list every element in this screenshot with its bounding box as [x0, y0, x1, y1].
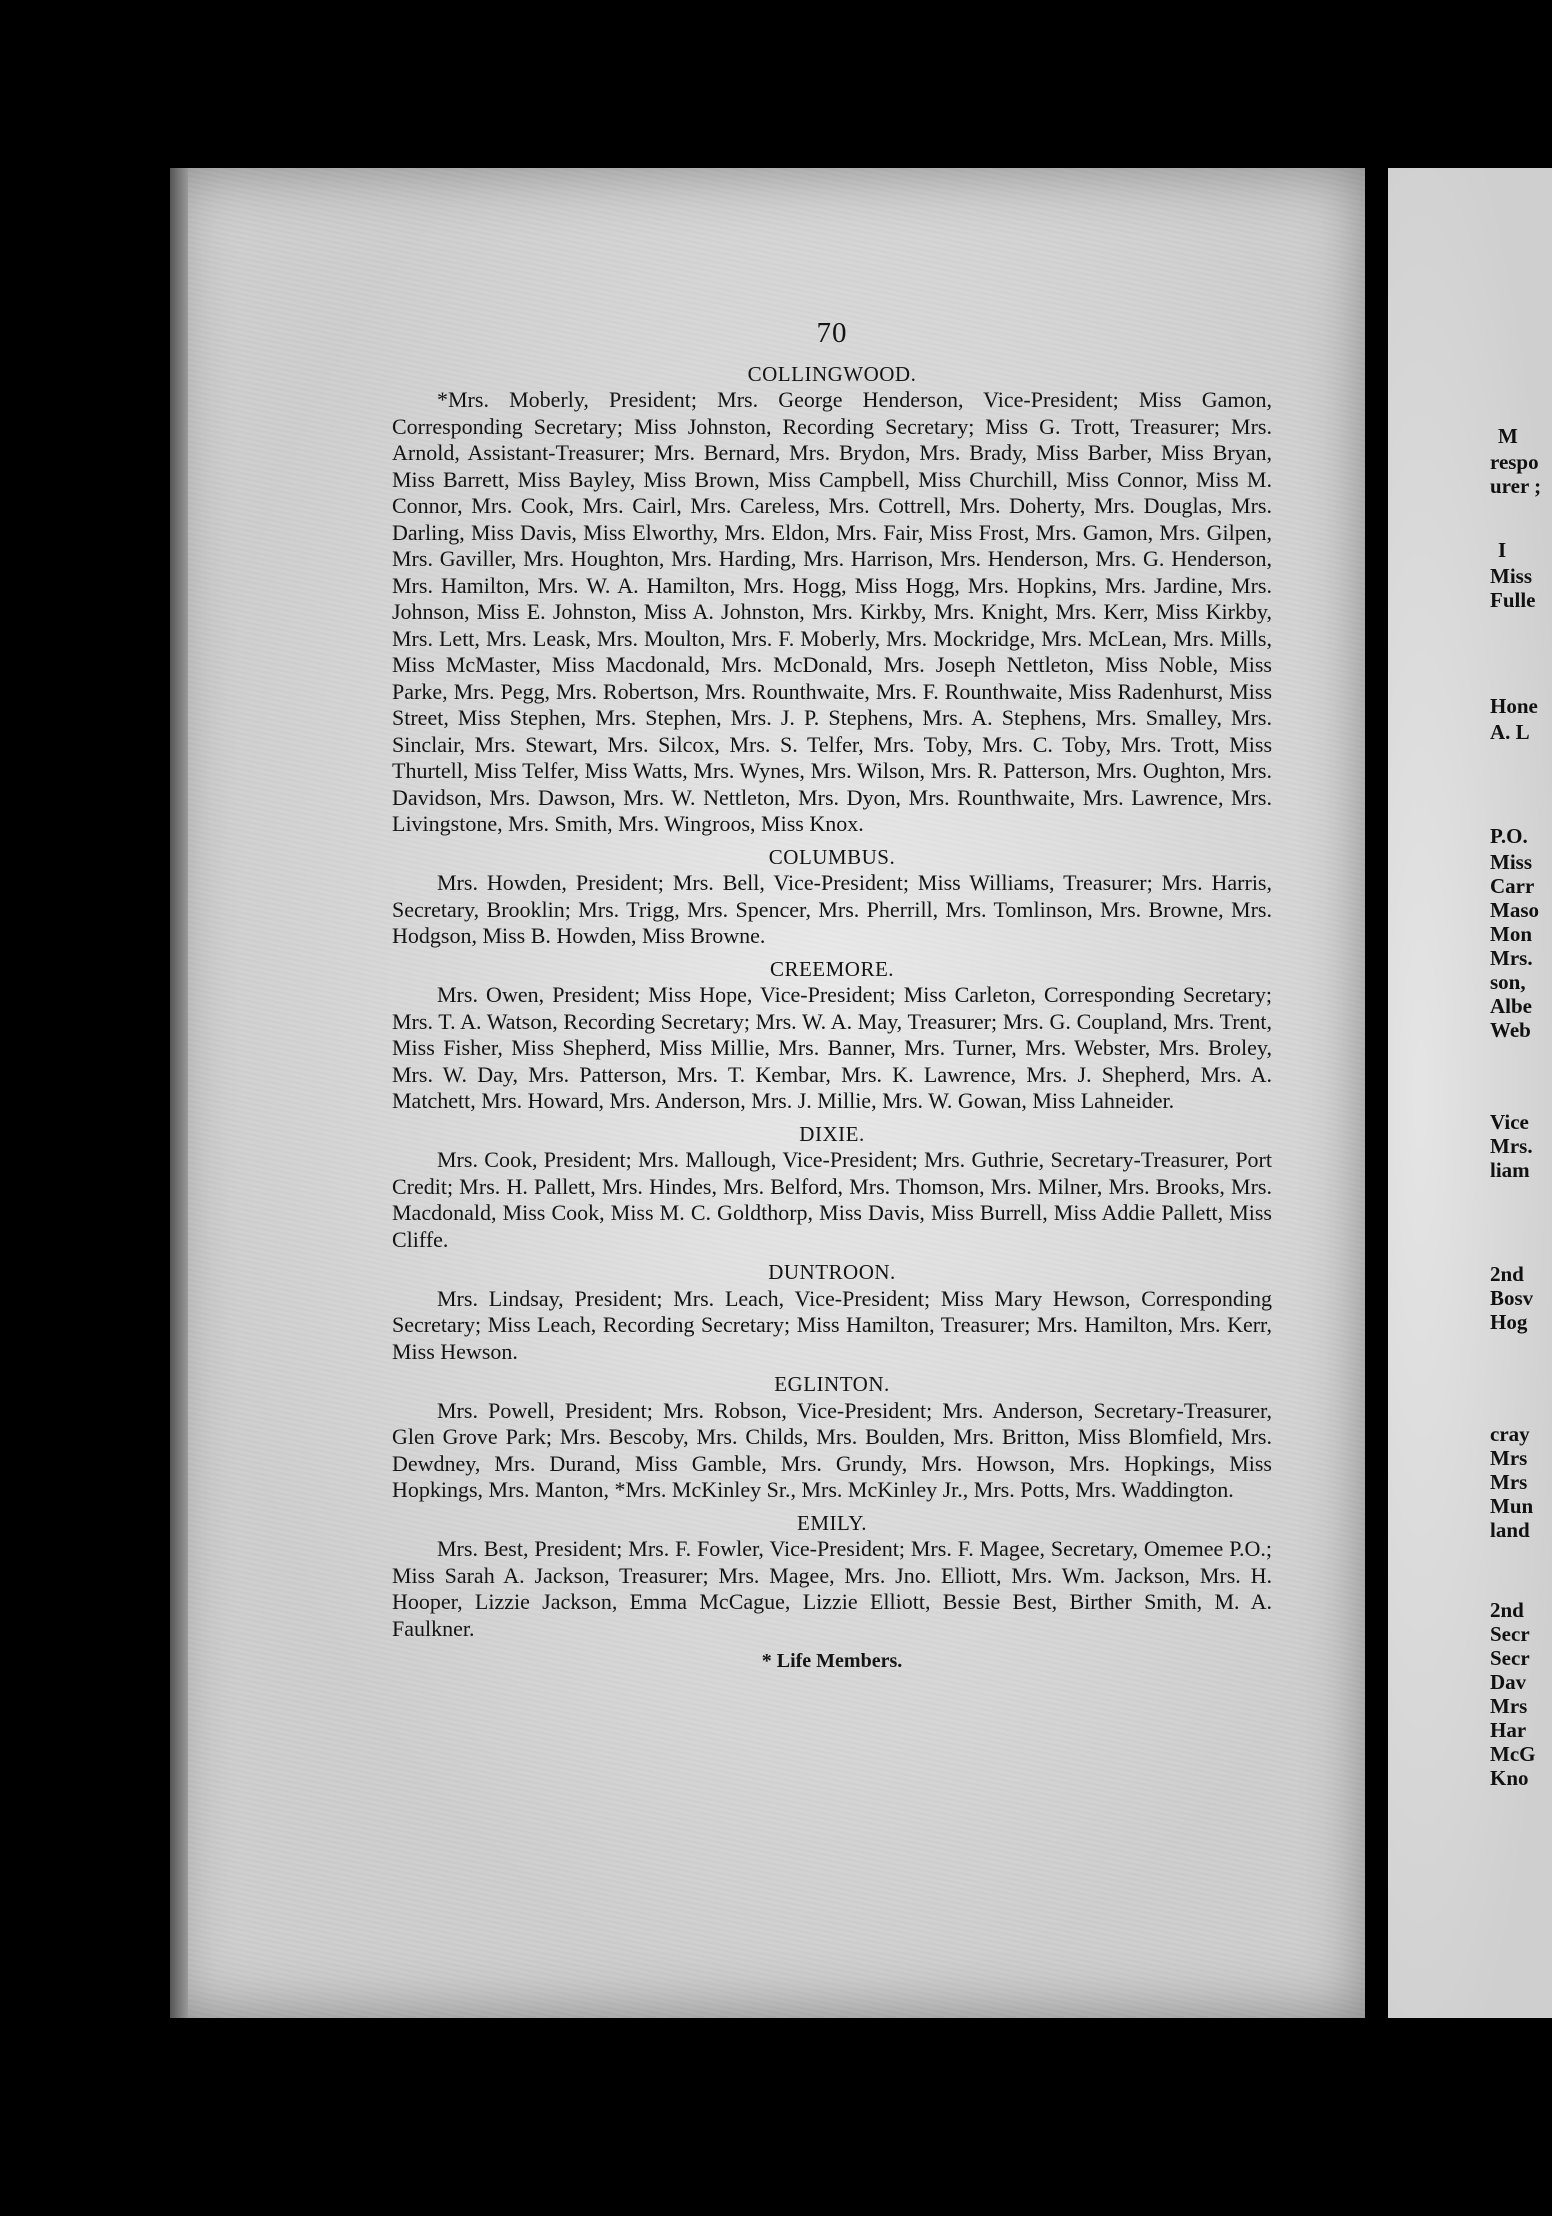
- section-text-dixie: Mrs. Cook, President; Mrs. Mallough, Vice-President; Mrs. Guthrie, Secretary-Treasurer, Port Credit; Mrs. H. Pallett, Mrs. Hindes, Mrs. Belford, Mrs. Thomson, Mrs. Milner, Mrs. Brooks, Mrs. Macdonald, Miss Cook, Miss M. C. Goldthorp, Miss Davis, Miss Burrell, Miss Addie Pallett, Miss Cliffe.: [392, 1147, 1272, 1252]
- section-text-collingwood: *Mrs. Moberly, President; Mrs. George Henderson, Vice-President; Miss Gamon, Corresponding Secretary; Miss Johnston, Recording Secretary; Miss G. Trott, Treasurer; Mrs. Arnold, Assistant-Treasurer; Mrs. Bernard, Mrs. Brydon, Mrs. Brady, Miss Barber, Miss Bryan, Miss Barrett, Miss Bayley, Miss Brown, Miss Campbell, Miss Churchill, Miss Connor, Miss M. Connor, Mrs. Cook, Mrs. Cairl, Mrs. Careless, Mrs. Cottrell, Mrs. Doherty, Mrs. Douglas, Mrs. Darling, Miss Davis, Miss Elworthy, Mrs. Eldon, Mrs. Fair, Miss Frost, Mrs. Gamon, Mrs. Gilpen, Mrs. Gaviller, Mrs. Houghton, Mrs. Harding, Mrs. Harrison, Mrs. Henderson, Mrs. G. Henderson, Mrs. Hamilton, Mrs. W. A. Hamilton, Mrs. Hogg, Miss Hogg, Mrs. Hopkins, Mrs. Jardine, Mrs. Johnson, Miss E. Johnston, Miss A. Johnston, Mrs. Kirkby, Mrs. Knight, Mrs. Kerr, Miss Kirkby, Mrs. Lett, Mrs. Leask, Mrs. Moulton, Mrs. F. Moberly, Mrs. Mockridge, Mrs. McLean, Mrs. Mills, Miss McMaster, Miss Macdonald, Mrs. McDonald, Mrs. Joseph Nettleton, Miss Noble, Miss Parke, Mrs. Pegg, Mrs. Robertson, Mrs. Rounthwaite, Mrs. F. Rounthwaite, Miss Radenhurst, Miss Street, Miss Stephen, Mrs. Stephen, Mrs. J. P. Stephens, Mrs. A. Stephens, Mrs. Smalley, Mrs. Sinclair, Mrs. Stewart, Mrs. Silcox, Mrs. S. Telfer, Mrs. Toby, Mrs. C. Toby, Mrs. Trott, Miss Thurtell, Miss Telfer, Miss Watts, Mrs. Wynes, Mrs. Wilson, Mrs. R. Patterson, Mrs. Oughton, Mrs. Davidson, Mrs. Dawson, Mrs. W. Nettleton, Mrs. Dyon, Mrs. Rounthwaite, Mrs. Lawrence, Mrs. Livingstone, Mrs. Smith, Mrs. Wingroos, Miss Knox.: [392, 387, 1272, 836]
- adjacent-page-fragment: McG: [1490, 1742, 1536, 1766]
- adjacent-page-fragment: Dav: [1490, 1670, 1527, 1694]
- adjacent-page-fragment: Fulle: [1490, 588, 1536, 612]
- adjacent-page-fragment: Hone: [1490, 694, 1538, 718]
- page-number: 70: [816, 317, 848, 349]
- footnote: * Life Members.: [761, 1650, 903, 1672]
- adjacent-page-fragment: M: [1498, 424, 1518, 448]
- section-heading-eglinton: EGLINTON.: [774, 1372, 890, 1396]
- section-text-emily: Mrs. Best, President; Mrs. F. Fowler, Vice-President; Mrs. F. Magee, Secretary, Omemee P.O.; Miss Sarah A. Jackson, Treasurer; Mrs. Magee, Mrs. Jno. Elliott, Mrs. Wm. Jackson, Mrs. H. Hooper, Lizzie Jackson, Emma McCague, Lizzie Elliott, Bessie Best, Birther Smith, M. A. Faulkner.: [392, 1536, 1272, 1641]
- adjacent-page-fragment: Mrs.: [1490, 946, 1533, 970]
- adjacent-page-fragment: urer ;: [1490, 474, 1542, 498]
- adjacent-page-fragment: Hog: [1490, 1310, 1528, 1334]
- adjacent-page-fragment: land: [1490, 1518, 1530, 1542]
- adjacent-page-fragment: Mrs.: [1490, 1134, 1533, 1158]
- adjacent-page-fragment: Bosv: [1490, 1286, 1534, 1310]
- section-text-columbus: Mrs. Howden, President; Mrs. Bell, Vice-President; Miss Williams, Treasurer; Mrs. Harris, Secretary, Brooklin; Mrs. Trigg, Mrs. Spencer, Mrs. Pherrill, Mrs. Tomlinson, Mrs. Browne, Mrs. Hodgson, Miss B. Howden, Miss Browne.: [392, 870, 1272, 948]
- adjacent-page-fragment: cray: [1490, 1422, 1530, 1446]
- adjacent-page-fragment: Mrs: [1490, 1470, 1528, 1494]
- section-text-eglinton: Mrs. Powell, President; Mrs. Robson, Vice-President; Mrs. Anderson, Secretary-Treasurer, Glen Grove Park; Mrs. Bescoby, Mrs. Childs, Mrs. Boulden, Mrs. Britton, Miss Blomfield, Mrs. Dewdney, Mrs. Durand, Miss Gamble, Mrs. Grundy, Mrs. Howson, Mrs. Hopkings, Miss Hopkings, Mrs. Manton, *Mrs. McKinley Sr., Mrs. McKinley Jr., Mrs. Potts, Mrs. Waddington.: [392, 1397, 1272, 1502]
- adjacent-page-fragment: Web: [1490, 1018, 1531, 1042]
- adjacent-page-fragment: Miss: [1490, 850, 1532, 874]
- adjacent-page-fragment: Mon: [1490, 922, 1532, 946]
- adjacent-page-fragment: 2nd: [1490, 1262, 1524, 1286]
- page-binding-edge: [170, 168, 188, 2018]
- adjacent-page-fragment: A. L: [1490, 720, 1530, 744]
- adjacent-page-fragment: Secr: [1490, 1622, 1530, 1646]
- section-heading-duntroon: DUNTROON.: [768, 1260, 896, 1284]
- adjacent-page-fragment: Har: [1490, 1718, 1527, 1742]
- section-text-duntroon: Mrs. Lindsay, President; Mrs. Leach, Vice-President; Miss Mary Hewson, Corresponding Secretary; Miss Leach, Recording Secretary; Miss Hamilton, Treasurer; Mrs. Hamilton, Mrs. Kerr, Miss Hewson.: [392, 1285, 1272, 1364]
- adjacent-page-fragment: son,: [1490, 970, 1526, 994]
- adjacent-page-fragment: Kno: [1490, 1766, 1529, 1790]
- adjacent-page-fragment: Mrs: [1490, 1694, 1528, 1718]
- adjacent-page-fragment: Miss: [1490, 564, 1532, 588]
- adjacent-page-fragment: Secr: [1490, 1646, 1530, 1670]
- adjacent-page-fragment: respo: [1490, 450, 1539, 474]
- adjacent-page-fragment: Vice: [1490, 1110, 1529, 1134]
- section-heading-collingwood: COLLINGWOOD.: [747, 361, 917, 386]
- section-heading-emily: EMILY.: [797, 1510, 867, 1535]
- section-heading-dixie: DIXIE.: [799, 1121, 865, 1146]
- adjacent-page-fragment: Mun: [1490, 1494, 1534, 1518]
- adjacent-page-fragment: liam: [1490, 1158, 1530, 1182]
- adjacent-page-fragment: I: [1498, 538, 1507, 562]
- adjacent-page-fragment: P.O.: [1490, 824, 1528, 848]
- adjacent-page-fragment: Maso: [1490, 898, 1539, 922]
- adjacent-page-fragment: Mrs: [1490, 1446, 1528, 1470]
- adjacent-page-fragment: Carr: [1490, 874, 1535, 898]
- section-heading-columbus: COLUMBUS.: [768, 844, 896, 869]
- section-heading-creemore: CREEMORE.: [769, 956, 895, 981]
- page-content: [392, 317, 1272, 1675]
- adjacent-page-fragment: Albe: [1490, 994, 1532, 1018]
- section-text-creemore: Mrs. Owen, President; Miss Hope, Vice-President; Miss Carleton, Corresponding Secretary; Mrs. T. A. Watson, Recording Secretary; Mrs. W. A. May, Treasurer; Mrs. G. Coupland, Mrs. Trent, Miss Fisher, Miss Shepherd, Miss Millie, Mrs. Banner, Mrs. Turner, Mrs. Webster, Mrs. Broley, Mrs. W. Day, Mrs. Patterson, Mrs. T. Kembar, Mrs. K. Lawrence, Mrs. J. Shepherd, Mrs. A. Matchett, Mrs. Howard, Mrs. Anderson, Mrs. J. Millie, Mrs. W. Gowan, Miss Lahneider.: [392, 982, 1272, 1113]
- adjacent-page: [1388, 168, 1552, 2018]
- adjacent-page-fragment: 2nd: [1490, 1598, 1524, 1622]
